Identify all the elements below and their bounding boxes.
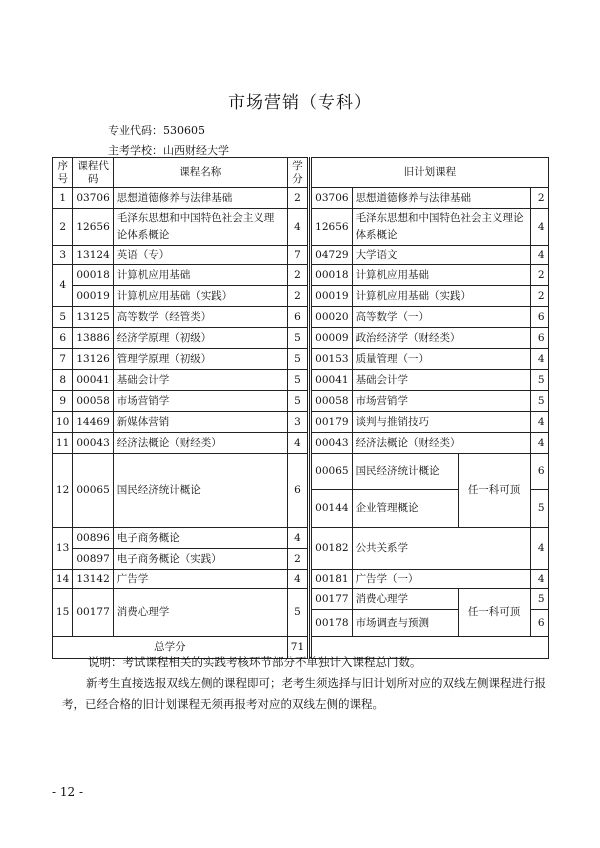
code-cell: 12656 xyxy=(73,209,113,246)
old-code-cell: 00153 xyxy=(312,349,352,370)
header-seq: 序号 xyxy=(53,158,73,188)
table-row xyxy=(53,349,549,370)
page-title: 市场营销（专科） xyxy=(228,93,372,113)
code-cell: 00058 xyxy=(73,391,113,412)
old-credit-cell: 5 xyxy=(530,391,548,412)
name-cell: 新媒体营销 xyxy=(113,412,287,433)
table-row xyxy=(53,589,549,610)
old-credit-cell: 2 xyxy=(530,265,548,286)
old-credit-cell: 4 xyxy=(530,570,548,589)
name-cell: 市场营销学 xyxy=(113,391,287,412)
name-cell: 毛泽东思想和中国特色社会主义理论体系概论 xyxy=(113,209,287,246)
credit-cell: 5 xyxy=(287,370,308,391)
seq-cell: 9 xyxy=(53,391,73,412)
old-code-cell: 00019 xyxy=(312,286,352,307)
code-cell: 13126 xyxy=(73,349,113,370)
seq-cell: 15 xyxy=(53,589,73,637)
seq-cell: 1 xyxy=(53,188,73,209)
table-row xyxy=(53,570,549,589)
seq-cell: 4 xyxy=(53,265,73,307)
seq-cell: 6 xyxy=(53,328,73,349)
code-cell: 13124 xyxy=(73,246,113,265)
header-row xyxy=(53,158,549,188)
old-credit-cell: 4 xyxy=(530,528,548,570)
credit-cell: 5 xyxy=(287,349,308,370)
credit-cell: 2 xyxy=(287,286,308,307)
old-credit-cell: 4 xyxy=(530,412,548,433)
seq-cell: 8 xyxy=(53,370,73,391)
old-name-cell: 计算机应用基础（实践） xyxy=(352,286,530,307)
table-row xyxy=(53,209,549,246)
seq-cell: 7 xyxy=(53,349,73,370)
old-code-cell: 00144 xyxy=(312,490,352,528)
either-one-note: 任一科可顶 xyxy=(458,454,530,528)
table-row xyxy=(53,433,549,454)
old-code-cell: 12656 xyxy=(312,209,352,246)
old-code-cell: 00043 xyxy=(312,433,352,454)
name-cell: 国民经济统计概论 xyxy=(113,454,287,528)
seq-cell: 2 xyxy=(53,209,73,246)
old-code-cell: 04729 xyxy=(312,246,352,265)
old-name-cell: 毛泽东思想和中国特色社会主义理论体系概论 xyxy=(352,209,530,246)
credit-cell: 6 xyxy=(287,454,308,528)
code-cell: 00896 xyxy=(73,528,113,549)
table-row xyxy=(53,286,549,307)
credit-cell: 4 xyxy=(287,528,308,549)
old-code-cell: 00020 xyxy=(312,307,352,328)
old-code-cell: 00009 xyxy=(312,328,352,349)
old-name-cell: 计算机应用基础 xyxy=(352,265,530,286)
total-credit: 71 xyxy=(287,637,308,659)
code-cell: 00018 xyxy=(73,265,113,286)
old-name-cell: 谈判与推销技巧 xyxy=(352,412,530,433)
old-credit-cell: 4 xyxy=(530,246,548,265)
old-name-cell: 广告学（一） xyxy=(352,570,530,589)
major-code: 专业代码：530605 xyxy=(108,124,205,137)
credit-cell: 2 xyxy=(287,188,308,209)
page-number: - 12 - xyxy=(52,785,84,799)
either-one-note: 任一科可顶 xyxy=(458,589,530,637)
table-row xyxy=(53,265,549,286)
total-label: 总学分 xyxy=(53,637,288,659)
credit-cell: 3 xyxy=(287,412,308,433)
old-credit-cell: 5 xyxy=(530,370,548,391)
code-cell: 00041 xyxy=(73,370,113,391)
old-name-cell: 政治经济学（财经类） xyxy=(352,328,530,349)
credit-cell: 5 xyxy=(287,589,308,637)
name-cell: 高等数学（经管类） xyxy=(113,307,287,328)
code-cell: 03706 xyxy=(73,188,113,209)
table-row xyxy=(53,370,549,391)
name-cell: 计算机应用基础 xyxy=(113,265,287,286)
old-name-cell: 市场营销学 xyxy=(352,391,530,412)
note-registration: 新考生直接选报双线左侧的课程即可；老考生须选择与旧计划所对应的双线左侧课程进行报考，已经合格的旧计划课程无须再报考对应的双线左侧的课程。 xyxy=(62,676,546,711)
old-code-cell: 00181 xyxy=(312,570,352,589)
name-cell: 计算机应用基础（实践） xyxy=(113,286,287,307)
old-credit-cell: 2 xyxy=(530,286,548,307)
old-name-cell: 公共关系学 xyxy=(352,528,530,570)
old-code-cell: 00058 xyxy=(312,391,352,412)
table-row xyxy=(53,528,549,549)
table-row xyxy=(53,412,549,433)
old-credit-cell: 6 xyxy=(530,454,548,490)
code-cell: 13142 xyxy=(73,570,113,589)
old-name-cell: 大学语文 xyxy=(352,246,530,265)
table-row xyxy=(53,188,549,209)
credit-cell: 6 xyxy=(287,307,308,328)
name-cell: 管理学原理（初级） xyxy=(113,349,287,370)
old-code-cell: 03706 xyxy=(312,188,352,209)
old-name-cell: 市场调查与预测 xyxy=(352,610,458,637)
course-table xyxy=(52,157,549,659)
code-cell: 00065 xyxy=(73,454,113,528)
name-cell: 消费心理学 xyxy=(113,589,287,637)
credit-cell: 2 xyxy=(287,549,308,570)
table-row xyxy=(53,391,549,412)
header-code: 课程代码 xyxy=(73,158,113,188)
table-row xyxy=(53,328,549,349)
old-code-cell: 00065 xyxy=(312,454,352,490)
old-code-cell: 00178 xyxy=(312,610,352,637)
code-cell: 00177 xyxy=(73,589,113,637)
seq-cell: 5 xyxy=(53,307,73,328)
credit-cell: 2 xyxy=(287,265,308,286)
code-cell: 00019 xyxy=(73,286,113,307)
old-credit-cell: 4 xyxy=(530,433,548,454)
note-practice: 说明：考试课程相关的实践考核环节部分不单独计入课程总门数。 xyxy=(88,655,422,669)
code-cell: 14469 xyxy=(73,412,113,433)
credit-cell: 7 xyxy=(287,246,308,265)
credit-cell: 4 xyxy=(287,570,308,589)
name-cell: 英语（专） xyxy=(113,246,287,265)
code-cell: 13125 xyxy=(73,307,113,328)
old-credit-cell: 6 xyxy=(530,610,548,637)
table-row xyxy=(53,307,549,328)
credit-cell: 4 xyxy=(287,209,308,246)
old-name-cell: 高等数学（一） xyxy=(352,307,530,328)
credit-cell: 4 xyxy=(287,433,308,454)
code-cell: 00897 xyxy=(73,549,113,570)
exam-school: 主考学校：山西财经大学 xyxy=(108,144,229,157)
name-cell: 电子商务概论 xyxy=(113,528,287,549)
old-code-cell: 00179 xyxy=(312,412,352,433)
old-code-cell: 00041 xyxy=(312,370,352,391)
old-name-cell: 消费心理学 xyxy=(352,589,458,610)
old-credit-cell: 6 xyxy=(530,307,548,328)
old-name-cell: 基础会计学 xyxy=(352,370,530,391)
credit-cell: 5 xyxy=(287,391,308,412)
old-name-cell: 国民经济统计概论 xyxy=(352,454,458,490)
old-code-cell: 00177 xyxy=(312,589,352,610)
seq-cell: 12 xyxy=(53,454,73,528)
old-name-cell: 质量管理（一） xyxy=(352,349,530,370)
table-row xyxy=(53,454,549,490)
old-name-cell: 经济法概论（财经类） xyxy=(352,433,530,454)
header-old-plan: 旧计划课程 xyxy=(312,158,548,188)
name-cell: 电子商务概论（实践） xyxy=(113,549,287,570)
credit-cell: 5 xyxy=(287,328,308,349)
seq-cell: 13 xyxy=(53,528,73,570)
old-name-cell: 企业管理概论 xyxy=(352,490,458,528)
seq-cell: 3 xyxy=(53,246,73,265)
name-cell: 基础会计学 xyxy=(113,370,287,391)
old-name-cell: 思想道德修养与法律基础 xyxy=(352,188,530,209)
seq-cell: 10 xyxy=(53,412,73,433)
header-name: 课程名称 xyxy=(113,158,287,188)
old-code-cell: 00018 xyxy=(312,265,352,286)
name-cell: 经济学原理（初级） xyxy=(113,328,287,349)
seq-cell: 11 xyxy=(53,433,73,454)
old-code-cell: 00182 xyxy=(312,528,352,570)
table-row xyxy=(53,246,549,265)
old-credit-cell: 5 xyxy=(530,589,548,610)
header-credit: 学分 xyxy=(287,158,308,188)
name-cell: 广告学 xyxy=(113,570,287,589)
code-cell: 13886 xyxy=(73,328,113,349)
old-credit-cell: 4 xyxy=(530,209,548,246)
old-credit-cell: 4 xyxy=(530,349,548,370)
old-credit-cell: 6 xyxy=(530,328,548,349)
old-credit-cell: 2 xyxy=(530,188,548,209)
old-credit-cell: 5 xyxy=(530,490,548,528)
seq-cell: 14 xyxy=(53,570,73,589)
name-cell: 经济法概论（财经类） xyxy=(113,433,287,454)
name-cell: 思想道德修养与法律基础 xyxy=(113,188,287,209)
code-cell: 00043 xyxy=(73,433,113,454)
